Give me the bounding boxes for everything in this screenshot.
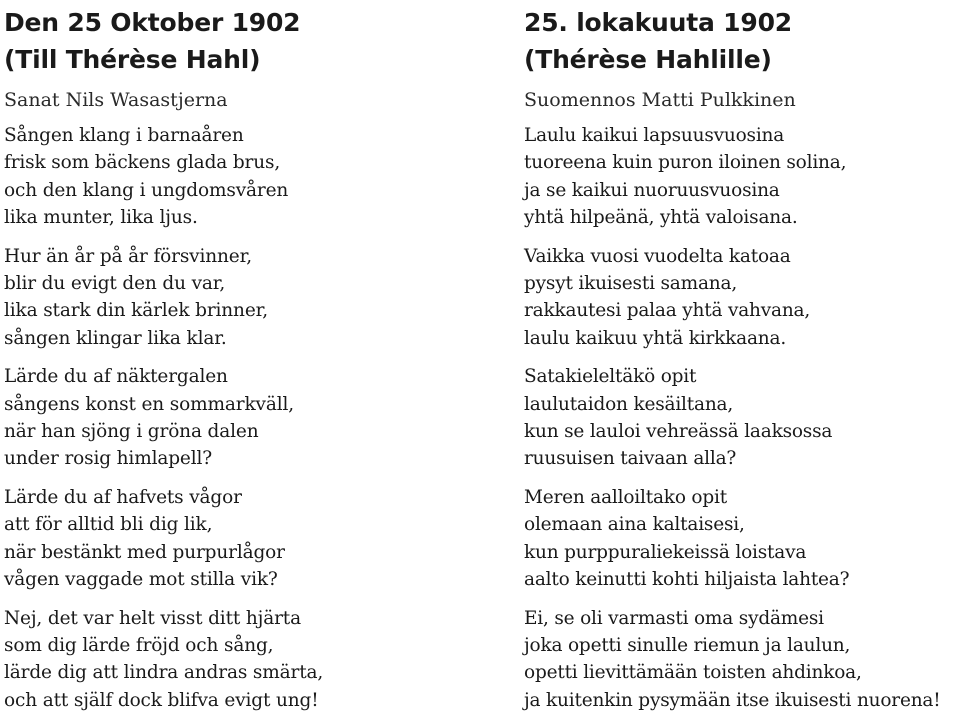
poem-line: att för alltid bli dig lik, [4, 514, 213, 536]
poem-line: Hur än år på år försvinner, [4, 245, 252, 267]
poem-line: opetti lievittämään toisten ahdinkoa, [524, 662, 862, 684]
poem-line: som dig lärde fröjd och sång, [4, 634, 274, 656]
poem-line: vågen vaggade mot stilla vik? [4, 569, 278, 591]
poem-line: kun purppuraliekeissä loistava [524, 541, 807, 563]
poem-line: Vaikka vuosi vuodelta katoaa [524, 245, 791, 267]
finnish-stanza-5 [524, 605, 960, 715]
swedish-author: Sanat Nils Wasastjerna [4, 89, 228, 111]
poem-line: ja kuitenkin pysymään itse ikuisesti nuorena! [524, 689, 941, 711]
finnish-stanza-4 [524, 484, 960, 594]
finnish-stanza-1 [524, 122, 960, 232]
finnish-stanza-2 [524, 243, 960, 353]
poem-line: Ei, se oli varmasti oma sydämesi [524, 607, 824, 629]
poem-line: och att själf dock blifva evigt ung! [4, 689, 319, 711]
poem-line: lika munter, lika ljus. [4, 207, 198, 229]
finnish-title-line-2: (Thérèse Hahlille) [524, 45, 772, 74]
swedish-stanza-4 [4, 484, 474, 594]
poem-line: Meren aalloiltako opit [524, 486, 727, 508]
poem-line: joka opetti sinulle riemun ja laulun, [524, 634, 851, 656]
poem-line: yhtä hilpeänä, yhtä valoisana. [524, 207, 798, 229]
poem-line: lärde dig att lindra andras smärta, [4, 662, 324, 684]
poem-line: under rosig himlapell? [4, 448, 213, 470]
poem-line: ruusuisen taivaan alla? [524, 448, 737, 470]
poem-line: aalto keinutti kohti hiljaista lahtea? [524, 569, 850, 591]
swedish-stanza-1 [4, 122, 474, 232]
poem-line: frisk som bäckens glada brus, [4, 152, 281, 174]
swedish-title-line-1: Den 25 Oktober 1902 [4, 8, 301, 37]
poem-line: Nej, det var helt visst ditt hjärta [4, 607, 301, 629]
finnish-title [524, 4, 960, 78]
swedish-stanza-2 [4, 243, 474, 353]
swedish-title [4, 4, 474, 78]
poem-line: Lärde du af näktergalen [4, 366, 228, 388]
finnish-title-line-1: 25. lokakuuta 1902 [524, 8, 792, 37]
poem-line: sången klingar lika klar. [4, 327, 227, 349]
poem-line: rakkautesi palaa yhtä vahvana, [524, 300, 811, 322]
swedish-title-line-2: (Till Thérèse Hahl) [4, 45, 261, 74]
poem-line: Laulu kaikui lapsuusvuosina [524, 125, 785, 146]
poem-line: laulu kaikuu yhtä kirkkaana. [524, 327, 787, 349]
poem-line: Lärde du af hafvets vågor [4, 486, 242, 508]
poem-line: laulutaidon kesäiltana, [524, 393, 734, 415]
poem-line: lika stark din kärlek brinner, [4, 300, 269, 322]
poem-line: och den klang i ungdomsvåren [4, 179, 289, 201]
poem-line: sångens konst en sommarkväll, [4, 393, 294, 415]
finnish-author: Suomennos Matti Pulkkinen [524, 89, 796, 111]
poem-line: blir du evigt den du var, [4, 273, 226, 295]
poem-line: Sången klang i barnaåren [4, 125, 244, 146]
poem-line: när han sjöng i gröna dalen [4, 421, 259, 443]
poem-line: Satakieleltäkö opit [524, 366, 697, 388]
poem-line: olemaan aina kaltaisesi, [524, 514, 745, 536]
swedish-stanza-3 [4, 363, 474, 473]
poem-line: kun se lauloi vehreässä laaksossa [524, 421, 833, 443]
swedish-stanza-5 [4, 605, 474, 715]
finnish-column [524, 4, 960, 725]
poem-line: när bestänkt med purpurlågor [4, 541, 285, 563]
poem-line: ja se kaikui nuoruusvuosina [524, 179, 780, 201]
swedish-column [4, 4, 474, 725]
poem-line: tuoreena kuin puron iloinen solina, [524, 152, 847, 174]
finnish-stanza-3 [524, 363, 960, 473]
poem-line: pysyt ikuisesti samana, [524, 273, 738, 295]
